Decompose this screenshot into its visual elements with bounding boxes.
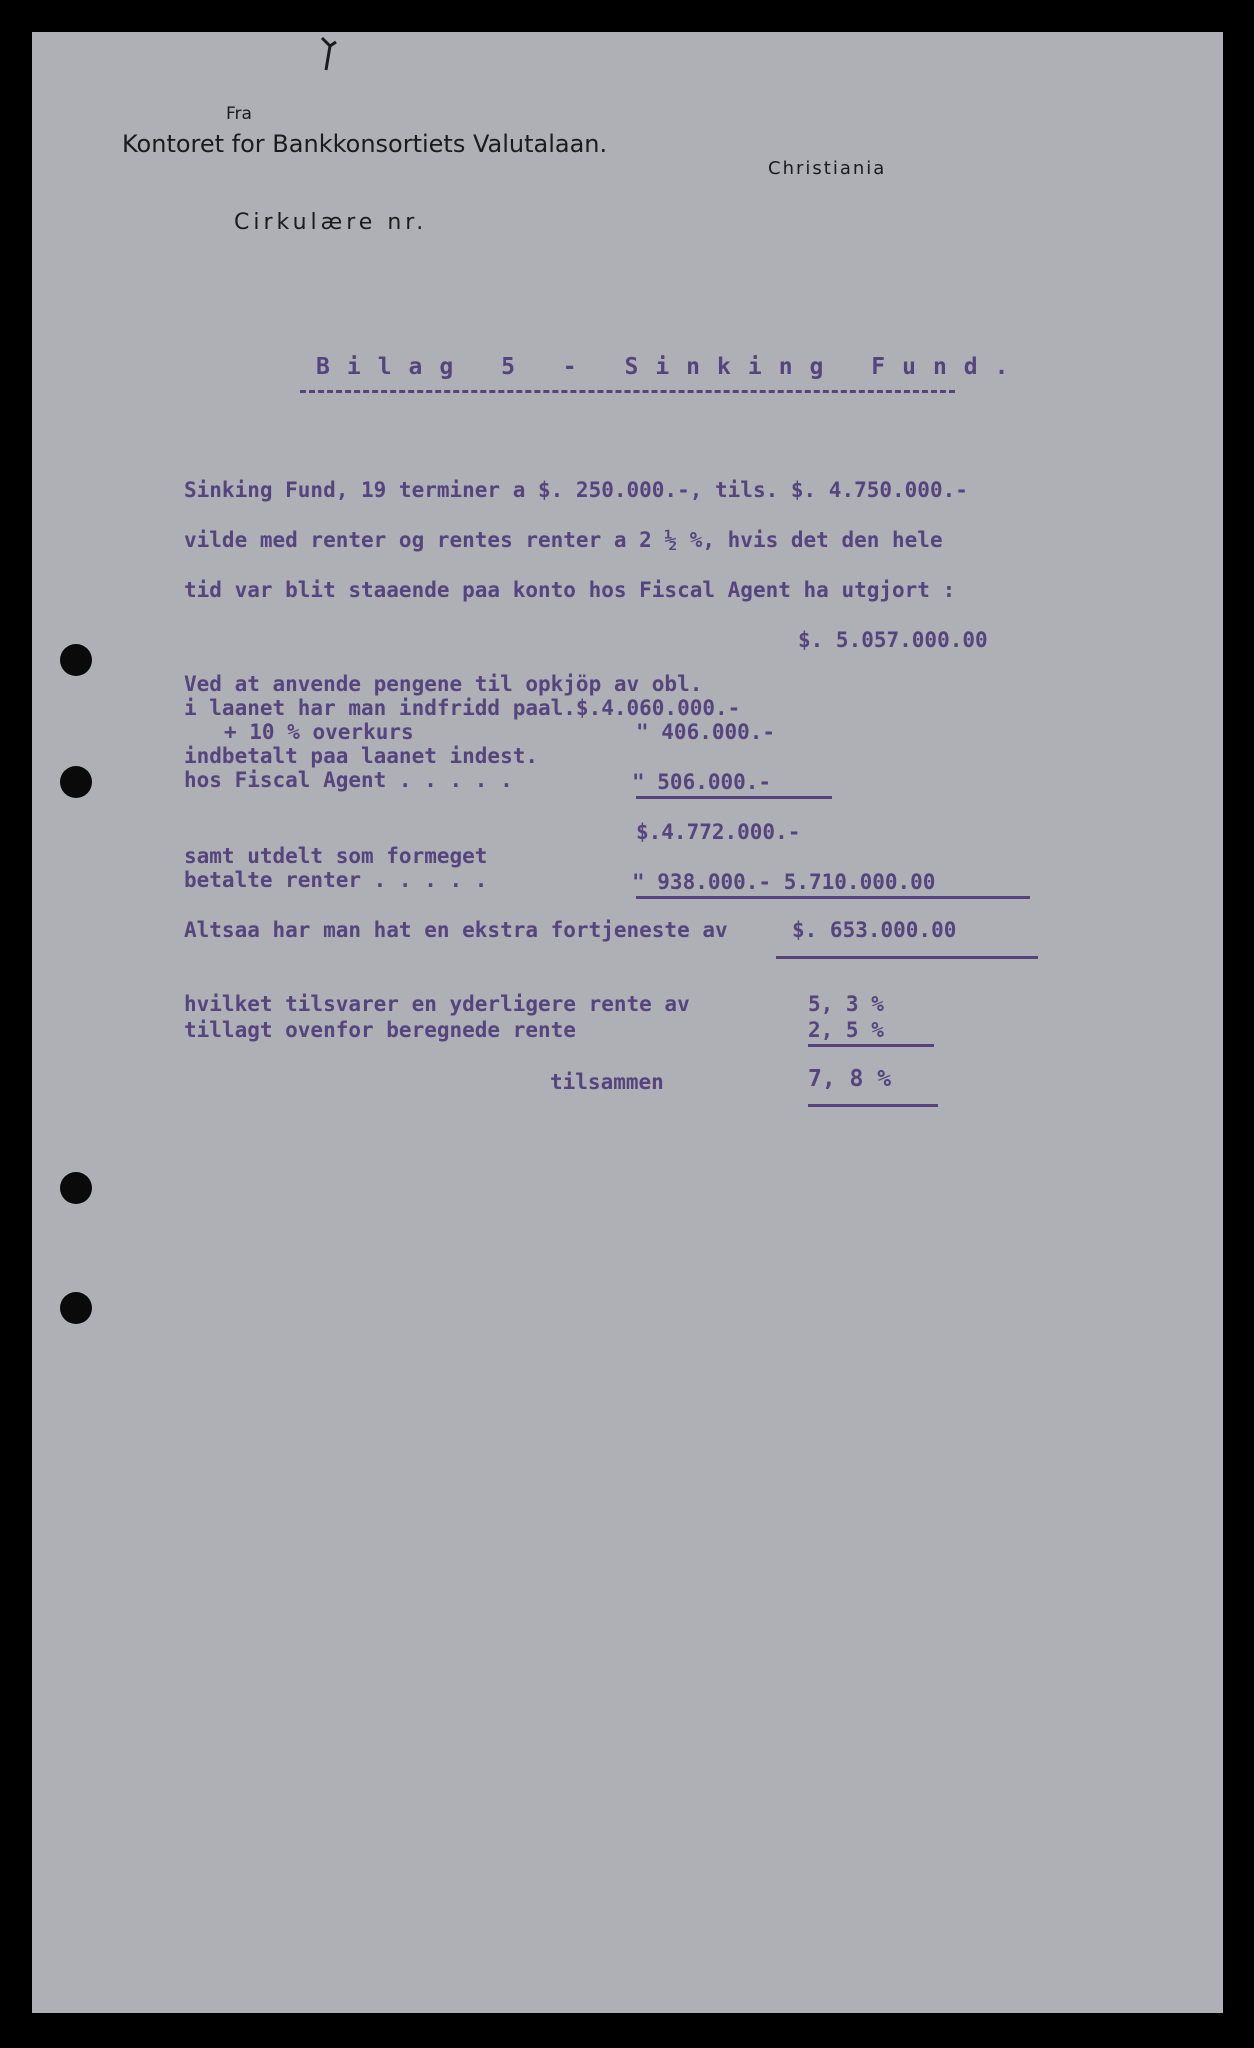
title-underline [300, 390, 955, 393]
calc-subtotal: $.4.772.000.- [636, 820, 801, 844]
office-name: Kontoret for Bankkonsortiets Valutalaan. [122, 130, 608, 158]
city: Christiania [768, 158, 887, 179]
rate-1-label: hvilket tilsvarer en yderligere rente av [184, 992, 690, 1016]
intro-line-3: tid var blit staaende paa konto hos Fiscal Agent ha utgjort : [184, 578, 956, 602]
calc-line-2: i laanet har man indfridd paal.$.4.060.000.- [184, 696, 741, 720]
rate-total-underline [808, 1104, 938, 1107]
calc-underline-1 [636, 796, 832, 799]
intro-line-1: Sinking Fund, 19 terminer a $. 250.000.-, tils. $. 4.750.000.- [184, 478, 968, 502]
calc-line-7-value: " 938.000.- 5.710.000.00 [632, 870, 936, 894]
document-page [32, 32, 1223, 2013]
rate-total-value: 7, 8 % [808, 1066, 892, 1092]
punch-hole [60, 1292, 92, 1324]
rate-total-label: tilsammen [550, 1070, 664, 1094]
circular-number: Cirkulære nr. [234, 210, 428, 235]
rate-2-label: tillagt ovenfor beregnede rente [184, 1018, 576, 1042]
extra-profit-label: Altsaa har man hat en ekstra fortjeneste av [184, 918, 728, 942]
extra-profit-underline [776, 956, 1038, 959]
from-label: Fra [226, 104, 252, 124]
calc-line-1: Ved at anvende pengene til opkjöp av obl. [184, 672, 703, 696]
calc-line-3-value: " 406.000.- [636, 720, 776, 744]
rate-1-value: 5, 3 % [808, 992, 884, 1016]
pen-mark [318, 36, 340, 81]
calc-line-5-value: " 506.000.- [632, 770, 772, 794]
intro-total: $. 5.057.000.00 [798, 628, 988, 652]
intro-line-2: vilde med renter og rentes renter a 2 ½ %, hvis det den hele [184, 528, 943, 552]
punch-hole [60, 766, 92, 798]
punch-hole [60, 1172, 92, 1204]
calc-line-7-label: betalte renter . . . . . [184, 868, 488, 892]
rate-2-value: 2, 5 % [808, 1018, 884, 1042]
calc-line-5-label: hos Fiscal Agent . . . . . [184, 768, 513, 792]
rate-underline [808, 1044, 934, 1047]
calc-line-3-label: + 10 % overkurs [224, 720, 414, 744]
punch-hole [60, 644, 92, 676]
calc-line-6: samt utdelt som formeget [184, 844, 488, 868]
calc-line-4: indbetalt paa laanet indest. [184, 744, 539, 768]
document-title: Bilag 5 - Sinking Fund. [316, 354, 1026, 380]
extra-profit-value: $. 653.000.00 [792, 918, 957, 942]
calc-underline-2 [636, 896, 1030, 899]
